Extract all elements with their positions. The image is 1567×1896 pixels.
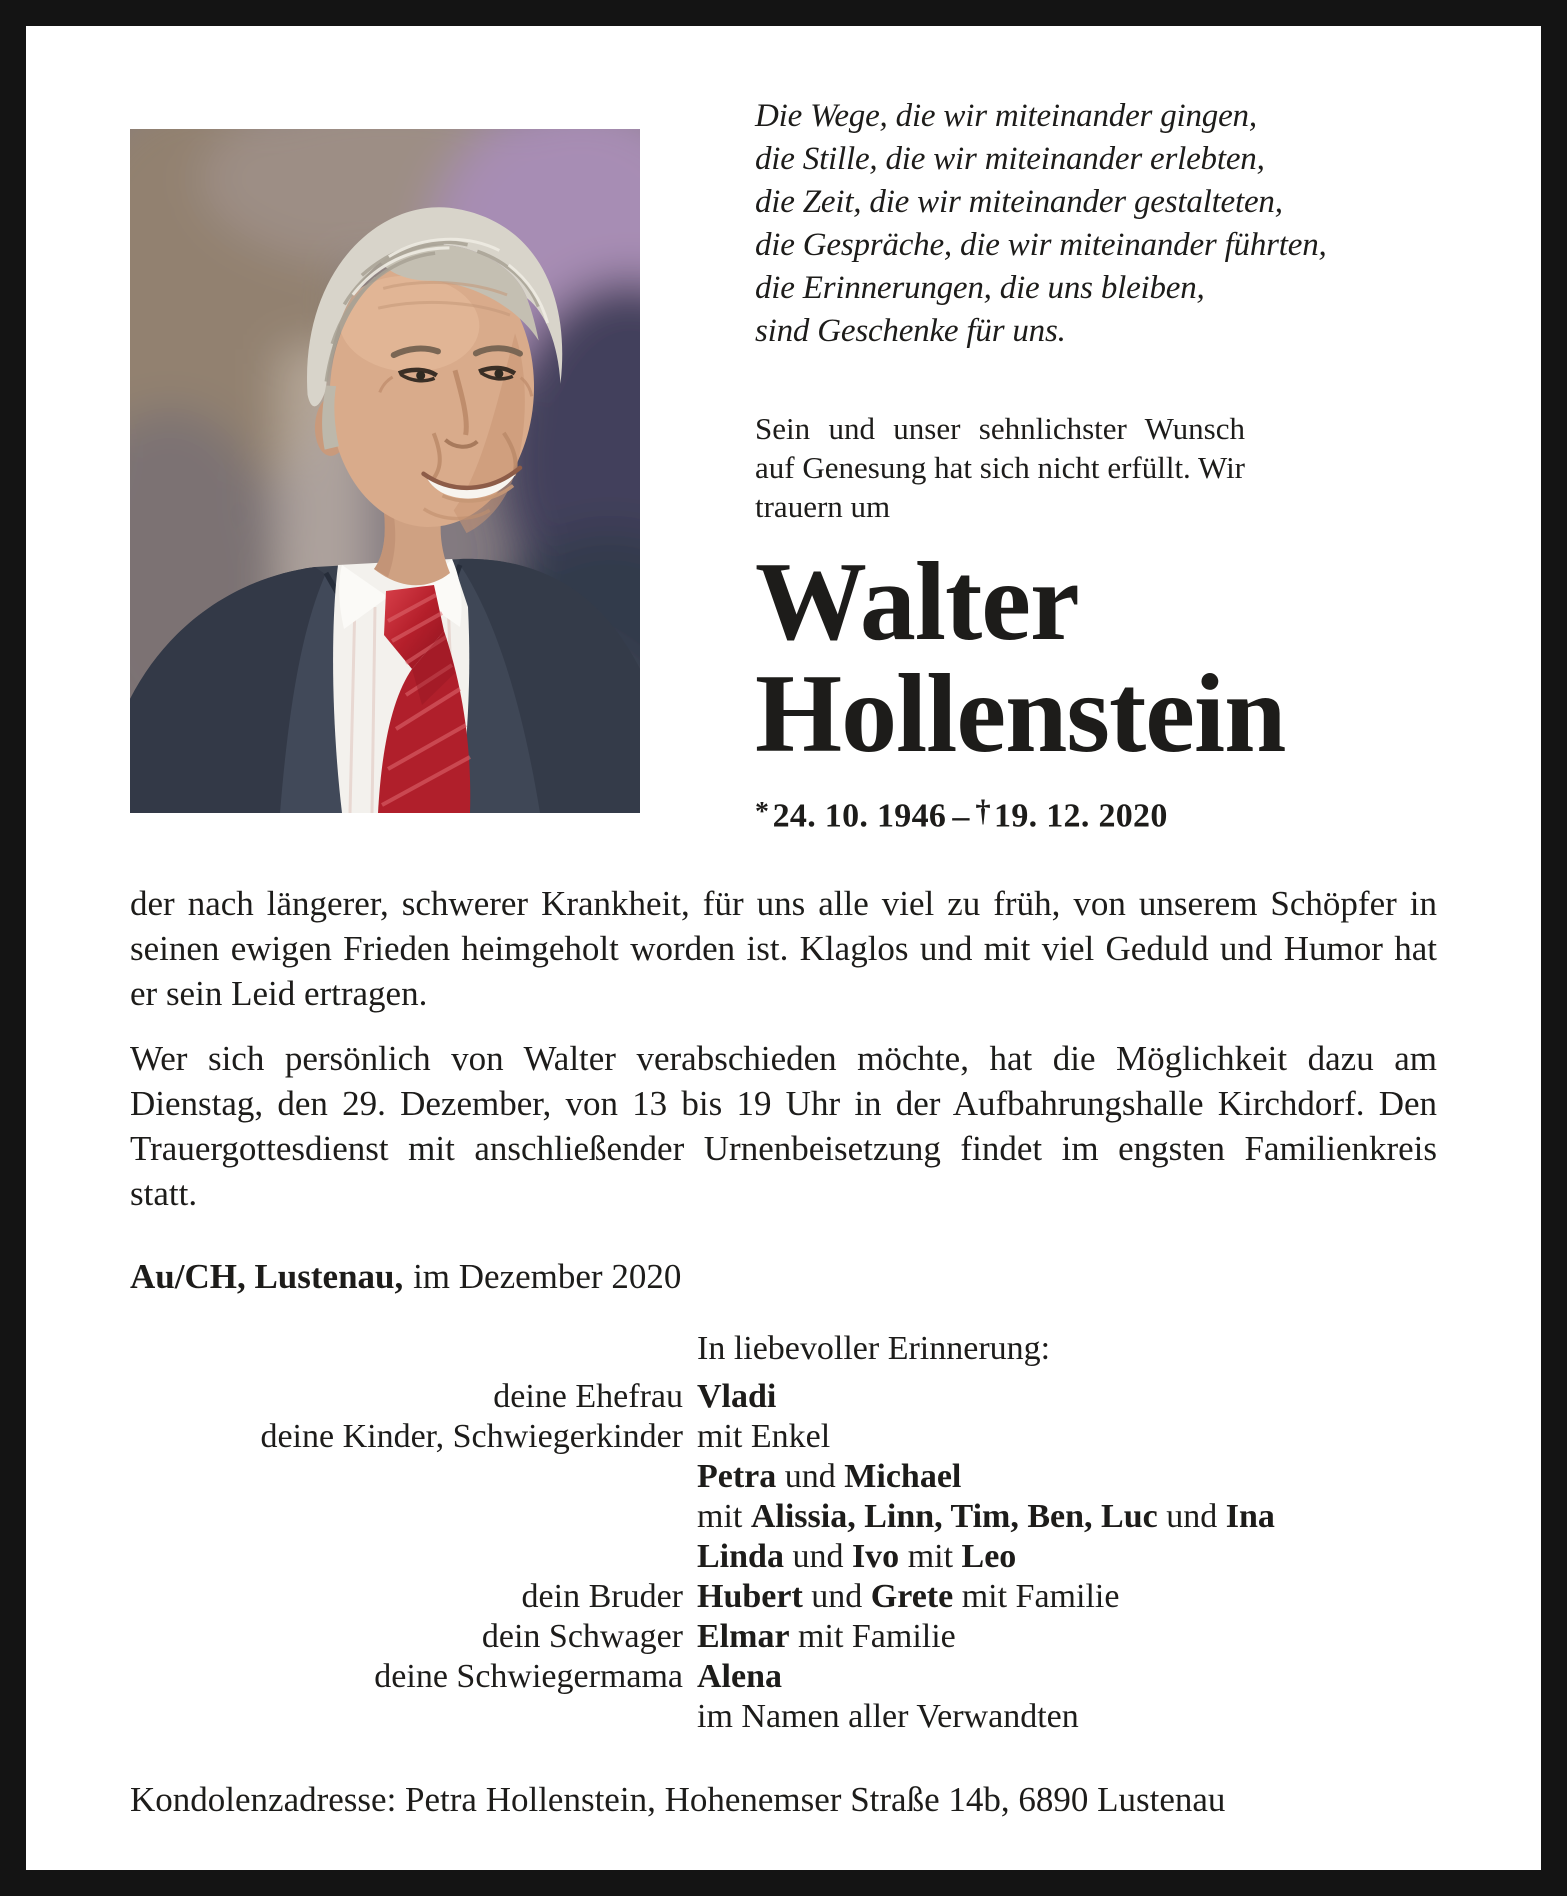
remembrance-header: In liebevoller Erinnerung: [697,1329,1051,1367]
family-relation-label: dein Schwager [481,1617,683,1655]
family-member-names [697,1537,1437,1577]
life-dates [755,794,1245,836]
family-member-text: und [776,1457,845,1495]
family-member-name: Michael [844,1457,962,1495]
family-member-text: mit [697,1497,751,1535]
date-text: im Dezember 2020 [413,1256,682,1296]
birth-date: 24. 10. 1946 [772,797,947,835]
poem-line: sind Geschenke für uns. [755,313,1066,349]
family-member-text: und [1157,1497,1226,1535]
family-member-name: Hubert [697,1577,803,1615]
family-relation-label: deine Schwiegermama [374,1657,683,1695]
family-member-names [697,1497,1437,1537]
family-member-names [697,1617,1437,1657]
death-cross-symbol: † [975,794,991,828]
deceased-last-name: Hollenstein [755,652,1286,776]
family-member-names [697,1657,1437,1697]
family-member-text: mit Familie [953,1577,1120,1615]
family-member-name: Alena [697,1657,782,1695]
family-relation-label: deine Kinder, Schwiegerkinder [260,1417,683,1455]
family-member-name: Ivo [851,1537,900,1575]
family-member-text: mit [899,1537,962,1575]
family-list [130,1327,1437,1737]
family-member-text: im Namen aller Verwandten [697,1697,1079,1735]
poem-line: die Zeit, die wir miteinander gestalteten, [755,184,1283,220]
family-member-name: Petra [697,1457,777,1495]
obituary-content [26,26,1541,1822]
intro-text: Sein und unser sehnlichster Wunsch auf Genesung hat sich nicht erfüllt. Wir trauern um [755,411,1245,524]
place-names: Au/CH, Lustenau, [130,1256,404,1296]
header-section [130,95,1437,836]
family-member-name: Linda [697,1537,784,1575]
family-member-name: Ina [1225,1497,1275,1535]
family-member-names [697,1417,1437,1457]
family-member-names [697,1697,1437,1737]
family-member-text: mit Enkel [697,1417,831,1455]
family-relation-label [130,1697,683,1737]
obituary-paragraph-2: Wer sich persönlich von Walter verabschieden möchte, hat die Möglichkeit dazu am Dienstag, den 29. Dezember, von 13 bis 19 Uhr in der Aufbahrungshalle Kirchdorf. Den Trauergottesdienst mit anschließender Urnenbeisetzung findet im engsten Familienkreis statt. [130,1038,1437,1213]
poem-line: die Stille, die wir miteinander erlebten, [755,141,1265,177]
portrait-photo [130,129,640,813]
family-member-text: und [783,1537,852,1575]
date-separator: – [952,797,970,835]
poem-line: die Erinnerungen, die uns bleiben, [755,270,1205,306]
death-date: 19. 12. 2020 [994,797,1168,835]
birth-star-symbol: * [755,796,770,828]
condolence-address: Kondolenzadresse: Petra Hollenstein, Hohenemser Straße 14b, 6890 Lustenau [130,1779,1226,1819]
place-date-line [130,1254,1437,1299]
family-member-text: mit Familie [789,1617,956,1655]
poem-line: die Gespräche, die wir miteinander führten, [755,227,1327,263]
deceased-first-name: Walter [755,540,1079,664]
family-member-name: Elmar [697,1617,790,1655]
poem-line: Die Wege, die wir miteinander gingen, [755,98,1257,134]
intro-column [755,95,1327,836]
family-member-names [697,1457,1437,1497]
scan-edge [0,1885,1567,1896]
family-member-name: Leo [961,1537,1017,1575]
poem [755,95,1327,353]
family-relation-label: dein Bruder [521,1577,683,1615]
family-member-names [697,1377,1437,1417]
deceased-name [755,540,1286,776]
family-member-name: Alissia, Linn, Tim, Ben, Luc [750,1497,1158,1535]
obituary-paragraph-1: der nach längerer, schwerer Krankheit, für uns alle viel zu früh, von unserem Schöpfer in seinen ewigen Frieden heimgeholt worden ist. Klaglos und mit viel Geduld und Humor hat er sein Leid ertragen. [130,883,1437,1013]
family-member-name: Grete [870,1577,954,1615]
family-member-text: und [802,1577,871,1615]
family-relation-label [130,1457,683,1497]
family-relation-label [130,1497,683,1537]
family-member-name: Vladi [697,1377,777,1415]
family-relation-label [130,1537,683,1577]
family-member-names [697,1577,1437,1617]
family-relation-label: deine Ehefrau [493,1377,683,1415]
